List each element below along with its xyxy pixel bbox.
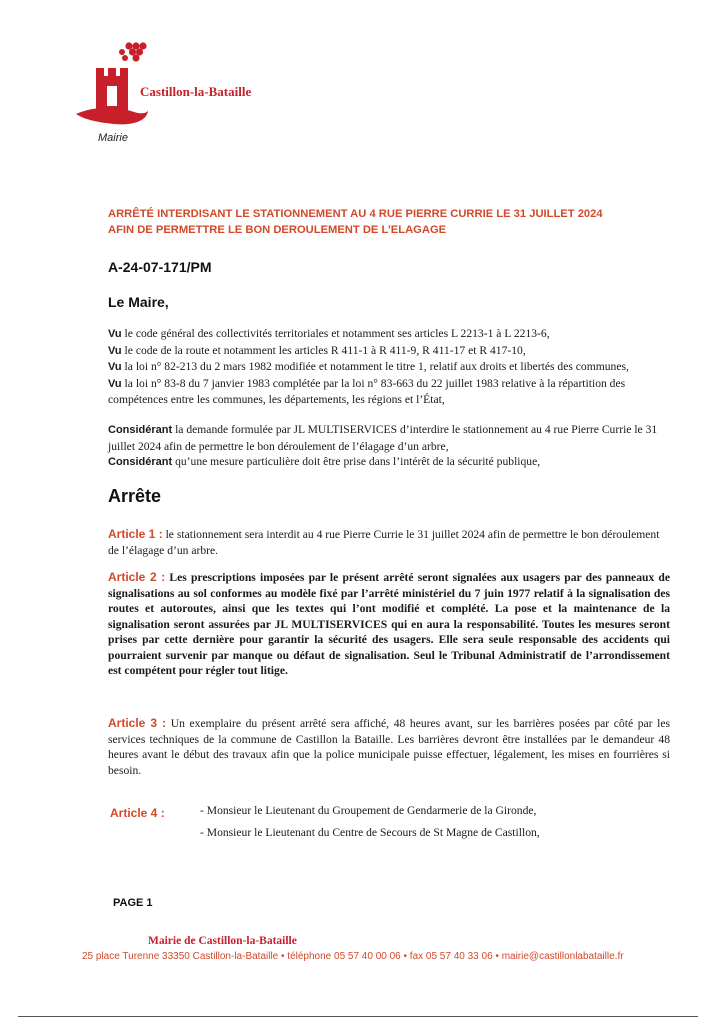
- article-label: Article 1 :: [108, 527, 163, 541]
- vu-text: la loi n° 83-8 du 7 janvier 1983 complétée par la loi n° 83-663 du 22 juillet 1983 relative à la répartition des compétences entre les communes, les départements, les régions et l’État,: [108, 376, 626, 406]
- considerant-lead: Considérant: [108, 456, 173, 468]
- vu-text: le code général des collectivités territoriales et notamment ses articles L 2213-1 à L 2213-6,: [121, 327, 550, 340]
- vu-lead: Vu: [108, 344, 122, 357]
- page-number: PAGE 1: [113, 897, 153, 909]
- article-3: [108, 716, 670, 778]
- reference-number: A-24-07-171/PM: [108, 259, 212, 275]
- vu-text: la loi n° 82-213 du 2 mars 1982 modifiée et notamment le titre 1, relatif aux droits et libertés des communes,: [121, 360, 629, 373]
- article-text: le stationnement sera interdit au 4 rue Pierre Currie le 31 juillet 2024 afin de permettre le bon déroulement de l’élagage d’un arbre.: [108, 528, 660, 557]
- article-label: Article 2 :: [108, 570, 166, 584]
- vu-item: [108, 326, 670, 343]
- vu-item: [108, 343, 670, 360]
- vu-item: [108, 376, 670, 408]
- vu-item: [108, 359, 670, 376]
- footer-contact-line: 25 place Turenne 33350 Castillon-la-Bataille • téléphone 05 57 40 00 06 • fax 05 57 40 33 06 • mairie@castillonlabataille.fr: [82, 951, 624, 962]
- considerant-text: la demande formulée par JL MULTISERVICES d’interdire le stationnement au 4 rue Pierre Currie le 31 juillet 2024 afin de permettre le bon déroulement de l’élagage d’un arbre,: [108, 423, 658, 453]
- article-1: [108, 527, 670, 558]
- mairie-label: Mairie: [98, 132, 128, 144]
- article-label: Article 3 :: [108, 716, 167, 730]
- bottom-divider: [18, 1016, 698, 1017]
- brand-name: Castillon-la-Bataille: [140, 84, 252, 99]
- title-line-1: ARRÊTÉ INTERDISANT LE STATIONNEMENT AU 4 RUE PIERRE CURRIE LE 31 JUILLET 2024: [108, 208, 603, 220]
- document-title: [108, 206, 688, 238]
- vu-lead: Vu: [108, 361, 122, 373]
- article-4-label: Article 4 :: [110, 806, 165, 820]
- article-4-item: - Monsieur le Lieutenant du Centre de Secours de St Magne de Castillon,: [200, 826, 540, 839]
- considerant-text: qu’une mesure particulière doit être prise dans l’intérêt de la sécurité publique,: [172, 455, 541, 468]
- article-2: [108, 570, 670, 679]
- footer-mairie-name: Mairie de Castillon-la-Bataille: [148, 935, 297, 947]
- considerant-item: [108, 422, 670, 454]
- vu-lead: Vu: [108, 377, 122, 390]
- article-4-item: - Monsieur le Lieutenant du Groupement de Gendarmerie de la Gironde,: [200, 804, 537, 817]
- vu-block: [108, 326, 670, 408]
- considerant-block: [108, 422, 670, 471]
- le-maire-heading: Le Maire,: [108, 294, 169, 310]
- title-line-2: AFIN DE PERMETTRE LE BON DEROULEMENT DE L’ELAGAGE: [108, 224, 447, 236]
- considerant-lead: Considérant: [108, 424, 173, 436]
- article-text: Un exemplaire du présent arrêté sera affiché, 48 heures avant, sur les barrières posées par côté par les services techniques de la commune de Castillon la Bataille. Les barrières devront être installées par le demandeur 48 heures avant le début des travaux afin que la police municipale puisse effectuer, légalement, les mises en fourrières si besoin.: [108, 717, 671, 777]
- article-text: Les prescriptions imposées par le présent arrêté seront signalées aux usagers par des panneaux de signalisations au sol conformes au modèle fixé par l’arrêté ministériel du 7 juin 1977 relatif à la signalisation des routes et autoroutes, ainsi que les textes qui l’ont modifié et complété. La pose et la maintenance de la signalisation seront assurées par JL MULTISERVICES qui en aura la responsabilité. Toutes les mesures seront prises par cette dernière pour garantir la sécurité des usagers. Elle sera seule responsable des accidents qui pourraient survenir par manque ou défaut de signalisation. Seul le Tribunal Administratif de l’arrondissement est compétent pour régler tout litige.: [108, 571, 671, 677]
- considerant-item: [108, 454, 670, 471]
- vu-lead: Vu: [108, 328, 122, 340]
- vu-text: le code de la route et notamment les articles R 411-1 à R 411-9, R 411-17 et R 417-10,: [121, 343, 526, 357]
- arrete-heading: Arrête: [108, 486, 162, 506]
